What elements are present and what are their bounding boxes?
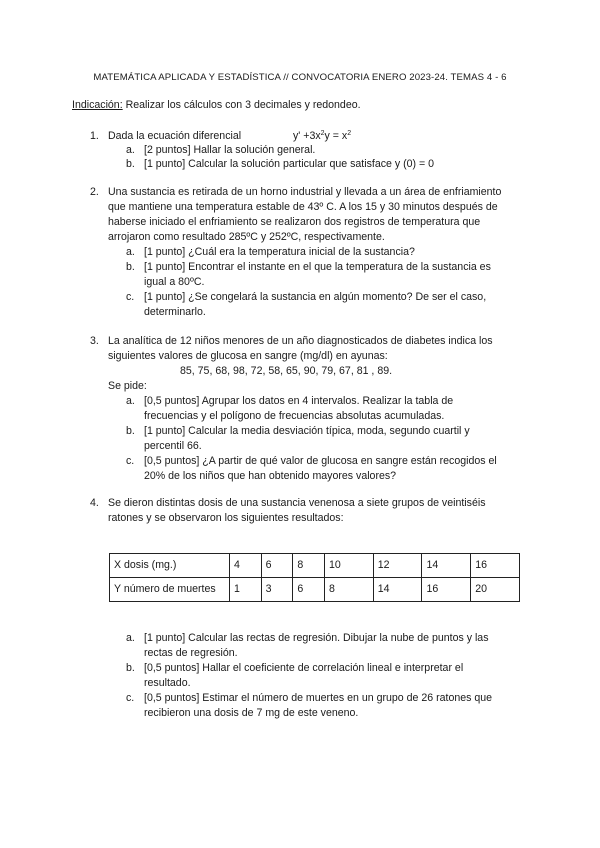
item-letter: b. xyxy=(126,158,135,170)
item-text: 20% de los niños que han obtenido mayores valores? xyxy=(144,470,397,482)
item-text: [0,5 puntos] ¿A partir de qué valor de glucosa en sangre están recogidos el xyxy=(144,455,497,467)
item-letter: a. xyxy=(126,632,135,644)
item-letter: c. xyxy=(126,455,135,467)
table-cell: 16 xyxy=(471,554,520,578)
question-text: arrojaron como resultado 285ºC y 252ºC, respectivamente. xyxy=(108,231,385,243)
indicacion xyxy=(72,98,361,113)
item-text: resultado. xyxy=(144,677,191,689)
indicacion-label: Indicación: xyxy=(72,99,123,111)
table-cell: 12 xyxy=(373,554,422,578)
question-text: La analítica de 12 niños menores de un año diagnosticados de diabetes indica los xyxy=(108,335,493,347)
question-text: Se dieron distintas dosis de una sustancia venenosa a siete grupos de veintiséis xyxy=(108,497,486,509)
question-number: 1. xyxy=(90,130,99,142)
question-text: ratones y se observaron los siguientes resultados: xyxy=(108,512,344,524)
item-text: [1 punto] Calcular la solución particular que satisface y (0) = 0 xyxy=(144,158,435,170)
item-letter: a. xyxy=(126,395,135,407)
glucose-values: 85, 75, 68, 98, 72, 58, 65, 90, 79, 67, 81 , 89. xyxy=(180,365,393,377)
table-cell: 14 xyxy=(373,578,422,602)
item-letter: a. xyxy=(126,246,135,258)
question-text: Una sustancia es retirada de un horno industrial y llevada a un área de enfriamiento xyxy=(108,186,502,198)
item-text: [0,5 puntos] Agrupar los datos en 4 intervalos. Realizar la tabla de xyxy=(144,395,454,407)
item-text: [1 punto] Calcular las rectas de regresión. Dibujar la nube de puntos y las xyxy=(144,632,489,644)
document-title: MATEMÁTICA APLICADA Y ESTADÍSTICA // CONVOCATORIA ENERO 2023-24. TEMAS 4 - 6 xyxy=(93,72,507,83)
item-text: rectas de regresión. xyxy=(144,647,238,659)
question-number: 3. xyxy=(90,335,99,347)
table-cell: 14 xyxy=(422,554,471,578)
item-letter: b. xyxy=(126,662,135,674)
item-letter: b. xyxy=(126,425,135,437)
table-cell: 3 xyxy=(261,578,293,602)
table-cell: 8 xyxy=(293,554,325,578)
item-letter: c. xyxy=(126,692,135,704)
table-row xyxy=(110,554,520,578)
item-text: frecuencias y el polígono de frecuencias absolutas acumuladas. xyxy=(144,410,445,422)
question-text: haberse iniciado el enfriamiento se realizaron dos registros de temperatura que xyxy=(108,216,481,228)
se-pide-label: Se pide: xyxy=(108,380,147,392)
question-text: Dada la ecuación diferencial xyxy=(108,130,242,142)
table-cell: 20 xyxy=(471,578,520,602)
item-text: [2 puntos] Hallar la solución general. xyxy=(144,144,316,156)
table-cell: 6 xyxy=(261,554,293,578)
item-text: percentil 66. xyxy=(144,440,202,452)
table-cell: 4 xyxy=(230,554,262,578)
table-cell: 10 xyxy=(324,554,373,578)
question-text: siguientes valores de glucosa en sangre (mg/dl) en ayunas: xyxy=(108,350,388,362)
item-letter: a. xyxy=(126,144,135,156)
item-text: recibieron una dosis de 7 mg de este veneno. xyxy=(144,707,359,719)
item-text: [1 punto] Encontrar el instante en el que la temperatura de la sustancia es xyxy=(144,261,491,273)
equation: $y' +3x^2y = x^2$ xyxy=(293,130,352,142)
item-letter: b. xyxy=(126,261,135,273)
question-text: que mantiene una temperatura estable de 43º C. A los 15 y 30 minutos después de xyxy=(108,201,498,213)
table-cell: 6 xyxy=(293,578,325,602)
item-text: igual a 80ºC. xyxy=(144,276,205,288)
table-row xyxy=(110,578,520,602)
question-number: 2. xyxy=(90,186,99,198)
dose-deaths-table xyxy=(109,553,520,602)
item-text: [0,5 puntos] Estimar el número de muertes en un grupo de 26 ratones que xyxy=(144,692,493,704)
question-number: 4. xyxy=(90,497,99,509)
indicacion-text: Realizar los cálculos con 3 decimales y redondeo. xyxy=(122,99,361,111)
row-header: X dosis (mg.) xyxy=(110,554,230,578)
item-text: [1 punto] Calcular la media desviación típica, moda, segundo cuartil y xyxy=(144,425,470,437)
item-letter: c. xyxy=(126,291,135,303)
item-text: [1 punto] ¿Se congelará la sustancia en algún momento? De ser el caso, xyxy=(144,291,487,303)
item-text: [1 punto] ¿Cuál era la temperatura inicial de la sustancia? xyxy=(144,246,415,258)
table-cell: 8 xyxy=(324,578,373,602)
row-header: Y número de muertes xyxy=(110,578,230,602)
table-cell: 16 xyxy=(422,578,471,602)
item-text: determinarlo. xyxy=(144,306,206,318)
table-cell: 1 xyxy=(230,578,262,602)
item-text: [0,5 puntos] Hallar el coeficiente de correlación lineal e interpretar el xyxy=(144,662,464,674)
